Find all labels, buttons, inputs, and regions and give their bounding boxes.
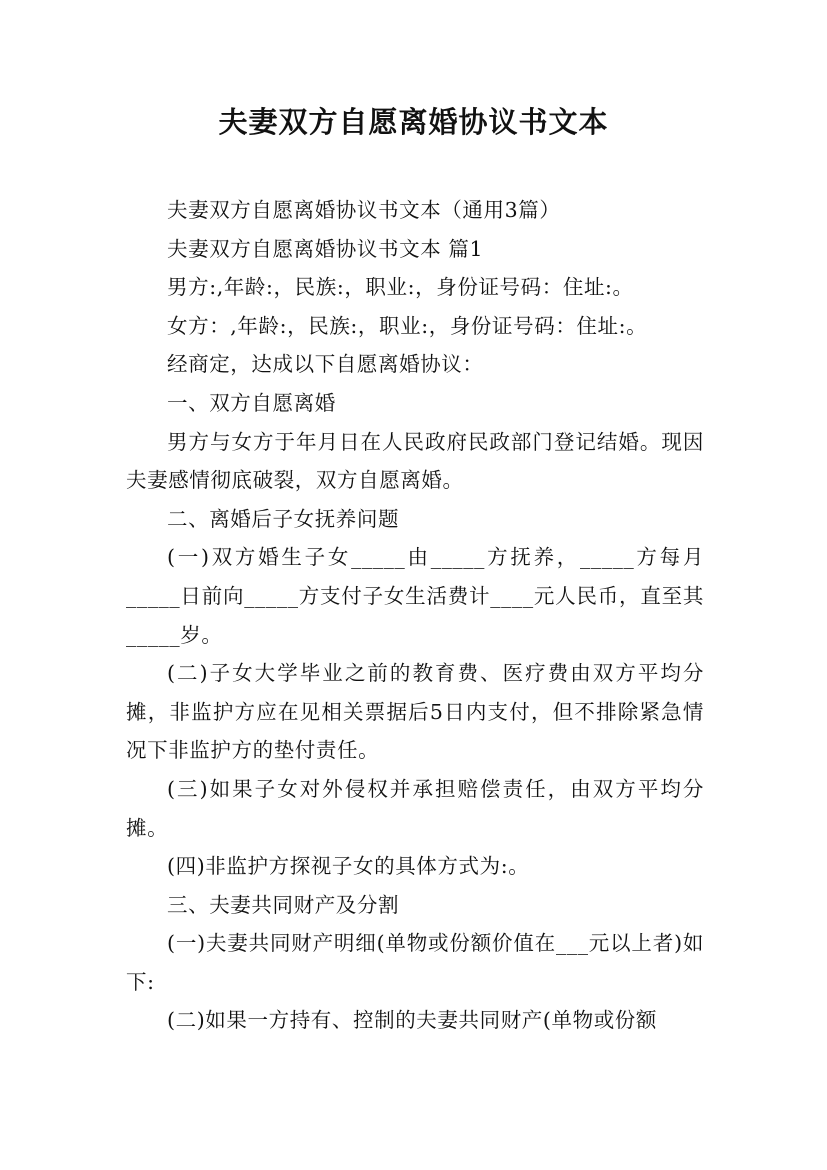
paragraph-clause-2-item-2: (二)子女大学毕业之前的教育费、医疗费由双方平均分摊，非监护方应在见相关票据后5日内支付，但不排除紧急情况下非监护方的垫付责任。: [126, 661, 704, 763]
paragraph-clause-1-body: 男方与女方于年月日在人民政府民政部门登记结婚。现因夫妻感情彻底破裂，双方自愿离婚。: [126, 429, 704, 493]
paragraph-clause-2-item-1: (一)双方婚生子女_____由_____方抚养，_____方每月_____日前向_____方支付子女生活费计____元人民币，直至其_____岁。: [126, 545, 704, 647]
paragraph-clause-3-item-2: (二)如果一方持有、控制的夫妻共同财产(单物或份额: [167, 1008, 657, 1033]
paragraph-female-party: 女方：,年龄:，民族:，职业:，身份证号码：住址:。: [167, 313, 648, 338]
paragraph-male-party: 男方:,年龄:，民族:，职业:，身份证号码：住址:。: [167, 275, 634, 300]
paragraph-section-heading: 夫妻双方自愿离婚协议书文本 篇1: [167, 236, 484, 261]
paragraph-clause-2-item-4: (四)非监护方探视子女的具体方式为:。: [167, 854, 530, 879]
paragraph-clause-3-heading: 三、夫妻共同财产及分割: [167, 892, 400, 917]
paragraph-clause-2-item-3: (三)如果子女对外侵权并承担赔偿责任，由双方平均分摊。: [126, 776, 704, 840]
paragraph-clause-1-heading: 一、双方自愿离婚: [167, 390, 336, 415]
paragraph-agreement-intro: 经商定，达成以下自愿离婚协议：: [167, 352, 484, 377]
document-title: 夫妻双方自愿离婚协议书文本: [218, 105, 609, 139]
paragraph-clause-2-heading: 二、离婚后子女抚养问题: [167, 506, 400, 531]
document-body: [126, 191, 704, 1040]
paragraph-clause-3-item-1: (一)夫妻共同财产明细(单物或份额价值在___元以上者)如下:: [126, 931, 704, 994]
paragraph-subtitle: 夫妻双方自愿离婚协议书文本（通用3篇）: [167, 198, 561, 222]
